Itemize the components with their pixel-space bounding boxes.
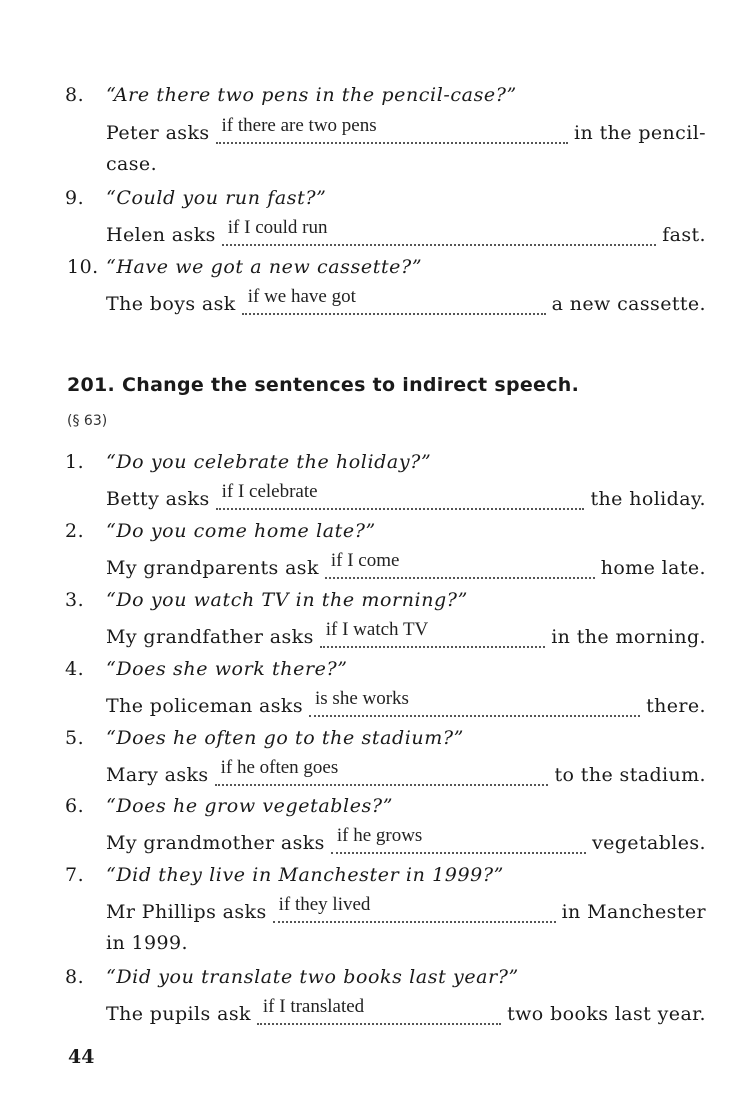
item-number: 2. (65, 520, 85, 542)
direct-question: “Does he often go to the stadium?” (106, 727, 464, 749)
answer-lead: Peter asks (106, 122, 210, 144)
handwritten-answer: if he often goes (220, 757, 339, 778)
direct-question: “Do you come home late?” (106, 520, 376, 542)
handwritten-answer: is she works (315, 688, 409, 709)
answer-lead: The boys ask (106, 293, 236, 315)
item-number: 5. (65, 727, 85, 749)
answer-blank[interactable] (242, 286, 546, 315)
answer-tail: in Manchester (561, 901, 706, 923)
item-number: 4. (65, 658, 85, 680)
direct-question: “Do you watch TV in the morning?” (106, 589, 468, 611)
item-number: 1. (65, 451, 85, 473)
answer-line (106, 746, 706, 786)
answer-lead: The pupils ask (106, 1003, 251, 1025)
answer-blank[interactable] (216, 115, 569, 144)
handwritten-answer: if there are two pens (221, 115, 377, 136)
item-number: 3. (65, 589, 85, 611)
item-number: 7. (65, 864, 85, 886)
answer-continuation: in 1999. (106, 932, 188, 954)
answer-blank[interactable] (331, 825, 586, 854)
handwritten-answer: if I celebrate (221, 481, 318, 502)
answer-blank[interactable] (216, 481, 585, 510)
handwritten-answer: if he grows (336, 825, 423, 846)
answer-lead: My grandparents ask (106, 557, 319, 579)
answer-tail: in the morning. (551, 626, 706, 648)
answer-lead: My grandfather asks (106, 626, 314, 648)
answer-tail: two books last year. (507, 1003, 706, 1025)
direct-question: “Do you celebrate the holiday?” (106, 451, 432, 473)
item-number: 10. (67, 256, 99, 278)
answer-line (106, 608, 706, 648)
direct-question: “Could you run fast?” (106, 187, 327, 209)
answer-tail: in the pencil- (574, 122, 706, 144)
answer-blank[interactable] (309, 688, 640, 717)
item-number: 9. (65, 187, 85, 209)
answer-blank[interactable] (320, 619, 545, 648)
answer-tail: to the stadium. (554, 764, 706, 786)
direct-question: “Did you translate two books last year?” (106, 966, 519, 988)
answer-lead: My grandmother asks (106, 832, 325, 854)
direct-question: “Did they live in Manchester in 1999?” (106, 864, 504, 886)
answer-line (106, 539, 706, 579)
answer-lead: Mr Phillips asks (106, 901, 267, 923)
answer-blank[interactable] (273, 894, 556, 923)
exercise-heading: 201. Change the sentences to indirect speech. (67, 374, 580, 396)
handwritten-answer: if I translated (262, 996, 365, 1017)
direct-question: “Does he grow vegetables?” (106, 795, 394, 817)
answer-blank[interactable] (222, 217, 656, 246)
answer-line (106, 470, 706, 510)
direct-question: “Does she work there?” (106, 658, 348, 680)
answer-tail: fast. (662, 224, 706, 246)
answer-line (106, 814, 706, 854)
item-number: 8. (65, 966, 85, 988)
item-number: 6. (65, 795, 85, 817)
item-number: 8. (65, 84, 85, 106)
answer-tail: there. (646, 695, 706, 717)
answer-blank[interactable] (215, 757, 549, 786)
answer-line (106, 883, 706, 923)
answer-tail: the holiday. (590, 488, 706, 510)
answer-blank[interactable] (257, 996, 501, 1025)
handwritten-answer: if I come (330, 550, 400, 571)
answer-line (106, 275, 706, 315)
answer-lead: Helen asks (106, 224, 216, 246)
answer-tail: home late. (600, 557, 706, 579)
answer-tail: vegetables. (591, 832, 706, 854)
answer-lead: Betty asks (106, 488, 210, 510)
handwritten-answer: if I watch TV (325, 619, 429, 640)
answer-line (106, 104, 706, 144)
answer-line (106, 206, 706, 246)
direct-question: “Are there two pens in the pencil-case?” (106, 84, 517, 106)
handwritten-answer: if they lived (278, 894, 371, 915)
answer-line (106, 985, 706, 1025)
answer-line (106, 677, 706, 717)
answer-lead: The policeman asks (106, 695, 303, 717)
handwritten-answer: if we have got (247, 286, 356, 307)
grammar-reference: (§ 63) (67, 413, 108, 429)
answer-tail: a new cassette. (551, 293, 706, 315)
page-number: 44 (68, 1046, 95, 1068)
handwritten-answer: if I could run (227, 217, 328, 238)
answer-lead: Mary asks (106, 764, 209, 786)
direct-question: “Have we got a new cassette?” (106, 256, 423, 278)
answer-blank[interactable] (325, 550, 595, 579)
answer-continuation: case. (106, 153, 158, 175)
